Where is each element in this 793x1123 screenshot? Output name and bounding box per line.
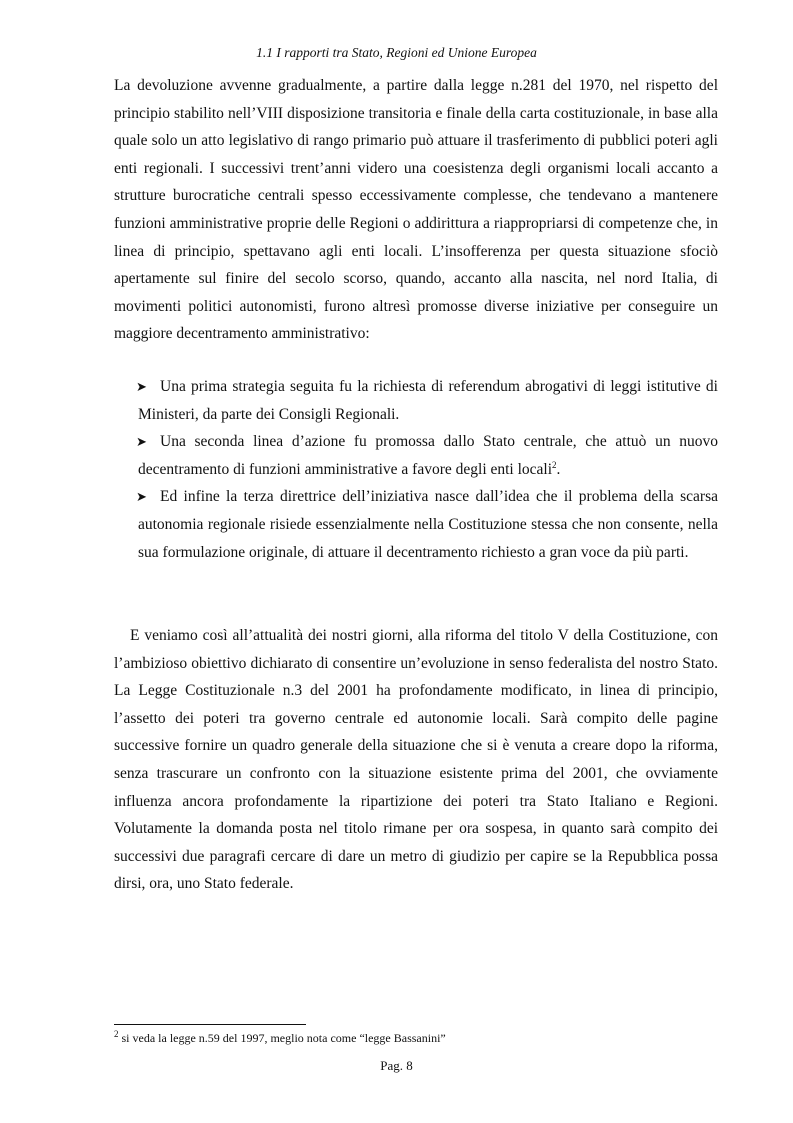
bullet-list <box>114 373 718 566</box>
footnote-text: si veda la legge n.59 del 1997, meglio nota come “legge Bassanini” <box>118 1031 446 1045</box>
list-item-tail: . <box>556 460 561 478</box>
list-item-text: Una seconda linea d’azione fu promossa dallo Stato centrale, che attuò un nuovo decentramento di funzioni amministrative a favore degli enti locali <box>138 433 718 478</box>
list-item-text: Una prima strategia seguita fu la richiesta di referendum abrogativi di leggi istitutive di Ministeri, da parte dei Consigli Regionali. <box>138 378 718 423</box>
body-paragraph-1: La devoluzione avvenne gradualmente, a partire dalla legge n.281 del 1970, nel rispetto del principio stabilito nell’VIII disposizione transitoria e finale della carta costituzionale, in base alla quale solo un atto legislativo di rango primario può attuare il trasferimento di pubblici poteri agli enti regionali. I successivi trent’anni videro una coesistenza degli organismi locali accanto a strutture burocratiche centrali spesso eccessivamente complesse, che tendevano a mantenere funzioni amministrative proprie delle Regioni o addirittura a riappropriarsi di competenze che, in linea di principio, spettavano agli enti locali. L’insofferenza per questa situazione sfociò apertamente sul finire del secolo scorso, quando, accanto alla nascita, nel nord Italia, di movimenti politici autonomisti, furono altresì promosse diverse iniziative per conseguire un maggiore decentramento amministrativo: <box>114 77 718 343</box>
list-item <box>114 373 718 428</box>
list-item-text: Ed infine la terza direttrice dell’iniziativa nasce dall’idea che il problema della scarsa autonomia regionale risiede essenzialmente nella Costituzione stessa che non consente, nella sua formulazione originale, di attuare il decentramento richiesto a gran voce da più parti. <box>138 488 718 561</box>
running-header: 1.1 I rapporti tra Stato, Regioni ed Unione Europea <box>256 45 537 60</box>
list-item <box>114 428 718 483</box>
footnote-number: 2 <box>114 1029 119 1039</box>
list-item <box>114 483 718 566</box>
footnote-ref[interactable]: 2 <box>552 459 557 470</box>
arrowhead-bullet-icon: ➤ <box>136 379 147 394</box>
footnote-divider <box>114 1024 306 1025</box>
footnote <box>114 1030 718 1046</box>
arrowhead-bullet-icon: ➤ <box>136 434 147 450</box>
page-number: Pag. 8 <box>380 1058 413 1073</box>
body-paragraph-2: E veniamo così all’attualità dei nostri giorni, alla riforma del titolo V della Costituzione, con l’ambizioso obiettivo dichiarato di consentire un’evoluzione in senso federalista del nostro Stato. La Legge Costituzionale n.3 del 2001 ha profondamente modificato, in linea di principio, l’assetto dei poteri tra governo centrale ed autonomie locali. Sarà compito delle pagine successive fornire un quadro generale della situazione che si è venuta a creare dopo la riforma, senza trascurare un confronto con la situazione esistente prima del 2001, che ovviamente influenza ancora profondamente la ripartizione dei poteri tra Stato Italiano e Regioni. Volutamente la domanda posta nel titolo rimane per ora sospesa, in quanto sarà compito dei successivi due paragrafi cercare di dare un metro di giudizio per capire se la Repubblica possa dirsi, ora, uno Stato federale. <box>114 627 718 893</box>
arrowhead-bullet-icon: ➤ <box>136 489 147 505</box>
